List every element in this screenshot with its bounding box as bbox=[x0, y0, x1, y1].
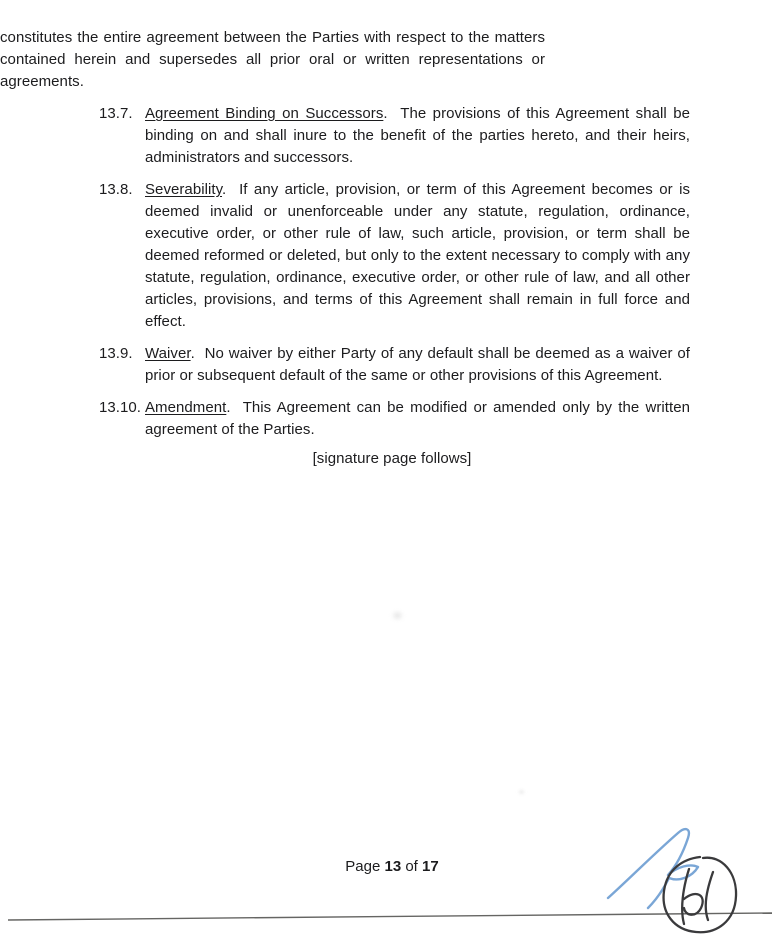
clause-body: If any article, provision, or term of this Agreement becomes or is deemed invalid or unenforceable under any statute, regulation, ordinance, executive order, or other rule of law, such article, provision, or term shall be deemed reformed or deleted, but only to the extent necessary to comply with any statute, regulation, ordinance, executive order, or other rule of law, and all other articles, provisions, and terms of this Agreement shall remain in full force and effect. bbox=[145, 181, 691, 330]
clause-title: Severability bbox=[145, 181, 223, 198]
signature-page-note: [signature page follows] bbox=[312, 450, 472, 467]
clause-13-7 bbox=[99, 103, 690, 169]
footer-page-label: Page bbox=[345, 858, 385, 875]
page-edge-scan-line bbox=[8, 913, 772, 920]
footer-of-label: of bbox=[401, 858, 423, 875]
clause-13-10 bbox=[99, 397, 690, 441]
continuation-paragraph: constitutes the entire agreement between the Parties with respect to the matters contained herein and supersedes all prior oral or written representations or agreements. bbox=[0, 29, 545, 90]
clause-text bbox=[145, 343, 690, 387]
clause-text bbox=[145, 103, 690, 169]
clause-title: Agreement Binding on Successors bbox=[145, 105, 384, 122]
clause-13-9 bbox=[99, 343, 690, 387]
footer-total-pages: 17 bbox=[422, 858, 439, 875]
title-separator: . bbox=[226, 399, 243, 416]
title-separator: . bbox=[222, 181, 240, 198]
title-separator: . bbox=[190, 345, 205, 362]
scan-speck bbox=[519, 790, 524, 794]
clause-number: 13.8. bbox=[99, 181, 133, 198]
clause-text bbox=[145, 397, 690, 441]
clause-text bbox=[145, 179, 690, 333]
clause-number: 13.9. bbox=[99, 345, 133, 362]
clause-body: No waiver by either Party of any default shall be deemed as a waiver of prior or subsequent default of the same or other provisions of this Agreement. bbox=[145, 345, 690, 384]
title-separator: . bbox=[383, 105, 401, 122]
scan-speck bbox=[393, 612, 402, 619]
clause-title: Amendment bbox=[145, 399, 227, 416]
page-body bbox=[0, 27, 784, 470]
footer-page-number: 13 bbox=[384, 858, 402, 875]
clause-body: The provisions of this Agreement shall be binding on and shall inure to the benefit of the parties hereto, and their heirs, administrators and successors. bbox=[145, 105, 690, 166]
clause-body: This Agreement can be modified or amended only by the written agreement of the Parties. bbox=[145, 399, 690, 438]
clause-13-8 bbox=[99, 179, 690, 333]
clause-number: 13.10. bbox=[99, 399, 142, 416]
clause-number: 13.7. bbox=[99, 105, 133, 122]
clause-title: Waiver bbox=[145, 345, 191, 362]
page-footer bbox=[0, 856, 784, 878]
